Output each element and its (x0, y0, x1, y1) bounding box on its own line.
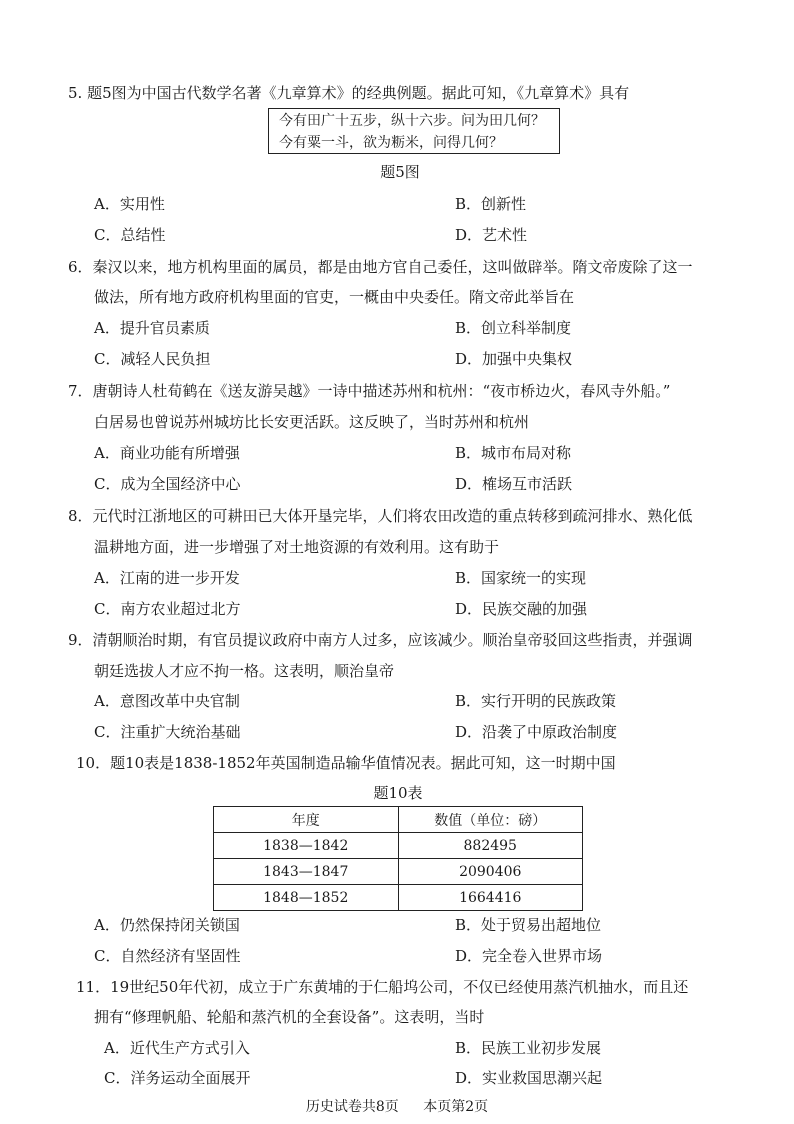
question-5-caption: 题5图 (380, 163, 420, 181)
table-cell-year: 1848—1852 (214, 885, 399, 911)
table-cell-value: 1664416 (398, 885, 583, 911)
table-row (214, 885, 583, 911)
table-row (214, 859, 583, 885)
q8-option-a: A．江南的进一步开发 (94, 569, 240, 587)
question-9-stem-line-2: 朝廷选拔人才应不拘一格。这表明，顺治皇帝 (94, 662, 395, 680)
q6-option-b: B．创立科举制度 (455, 319, 572, 337)
q7-option-b: B．城市布局对称 (455, 444, 572, 462)
q10-option-a: A．仍然保持闭关锁国 (94, 916, 240, 934)
q7-option-a: A．商业功能有所增强 (94, 444, 240, 462)
question-11-stem-line-1: 11．19世纪50年代初，成立于广东黄埔的于仁船坞公司，不仅已经使用蒸汽机抽水，而且还 (76, 978, 689, 996)
q9-option-d: D．沿袭了中原政治制度 (455, 723, 618, 741)
q10-option-d: D．完全卷入世界市场 (455, 947, 603, 965)
question-7-stem-line-1: 7．唐朝诗人杜荀鹤在《送友游吴越》一诗中描述苏州和杭州：“夜市桥边火，春风寺外船。” (68, 382, 671, 400)
page-footer (0, 1096, 794, 1116)
q8-option-c: C．南方农业超过北方 (94, 600, 241, 618)
question-5-figure-box (268, 108, 560, 154)
footer-total-pages: 历史试卷共8页 (305, 1099, 399, 1115)
table-cell-value: 2090406 (398, 859, 583, 885)
question-9-stem-line-1: 9．清朝顺治时期，有官员提议政府中南方人过多，应该减少。顺治皇帝驳回这些指责，并强调 (68, 631, 693, 649)
question-6-stem-line-2: 做法，所有地方政府机构里面的官吏，一概由中央委任。隋文帝此举旨在 (94, 288, 575, 306)
figure-line-1: 今有田广十五步，纵十六步。问为田几何？ (279, 113, 545, 129)
q6-option-d: D．加强中央集权 (455, 350, 573, 368)
q5-option-a: A．实用性 (94, 195, 165, 213)
question-8-stem-line-2: 温耕地方面，进一步增强了对土地资源的有效利用。这有助于 (94, 538, 500, 556)
table-header-value: 数值（单位：磅） (398, 807, 583, 833)
table-row (214, 833, 583, 859)
question-5-stem: 5. 题5图为中国古代数学名著《九章算术》的经典例题。据此可知，《九章算术》具有 (68, 84, 630, 102)
q8-option-b: B．国家统一的实现 (455, 569, 587, 587)
q5-option-d: D．艺术性 (455, 226, 528, 244)
question-10-stem: 10．题10表是1838-1852年英国制造品输华值情况表。据此可知，这一时期中国 (76, 754, 616, 772)
q11-option-c: C．洋务运动全面展开 (104, 1069, 251, 1087)
question-10-table (213, 806, 583, 911)
question-6-stem-line-1: 6．秦汉以来，地方机构里面的属员，都是由地方官自己委任，这叫做辟举。隋文帝废除了这一 (68, 258, 693, 276)
table-header-year: 年度 (214, 807, 399, 833)
footer-page-number: 本页第2页 (423, 1099, 489, 1115)
q5-option-b: B．创新性 (455, 195, 527, 213)
question-10-caption: 题10表 (373, 784, 423, 802)
q7-option-d: D．榷场互市活跃 (455, 475, 573, 493)
table-cell-year: 1843—1847 (214, 859, 399, 885)
q10-option-c: C．自然经济有坚固性 (94, 947, 241, 965)
q6-option-a: A．提升官员素质 (94, 319, 210, 337)
question-7-stem-line-2: 白居易也曾说苏州城坊比长安更活跃。这反映了，当时苏州和杭州 (94, 413, 530, 431)
q11-option-d: D．实业救国思潮兴起 (455, 1069, 603, 1087)
q10-option-b: B．处于贸易出超地位 (455, 916, 602, 934)
q9-option-c: C．注重扩大统治基础 (94, 723, 241, 741)
q11-option-b: B．民族工业初步发展 (455, 1039, 602, 1057)
q5-option-c: C．总结性 (94, 226, 166, 244)
q11-option-a: A．近代生产方式引入 (104, 1039, 250, 1057)
q8-option-d: D．民族交融的加强 (455, 600, 588, 618)
q6-option-c: C．减轻人民负担 (94, 350, 211, 368)
q9-option-b: B．实行开明的民族政策 (455, 692, 617, 710)
table-cell-year: 1838—1842 (214, 833, 399, 859)
figure-line-2: 今有粟一斗，欲为粝米，问得几何？ (279, 135, 503, 151)
q9-option-a: A．意图改革中央官制 (94, 692, 240, 710)
question-11-stem-line-2: 拥有“修理帆船、轮船和蒸汽机的全套设备”。这表明，当时 (94, 1008, 485, 1026)
question-8-stem-line-1: 8．元代时江浙地区的可耕田已大体开垦完毕，人们将农田改造的重点转移到疏河排水、熟化低 (68, 507, 693, 525)
table-cell-value: 882495 (398, 833, 583, 859)
q7-option-c: C．成为全国经济中心 (94, 475, 241, 493)
table-header-row (214, 807, 583, 833)
